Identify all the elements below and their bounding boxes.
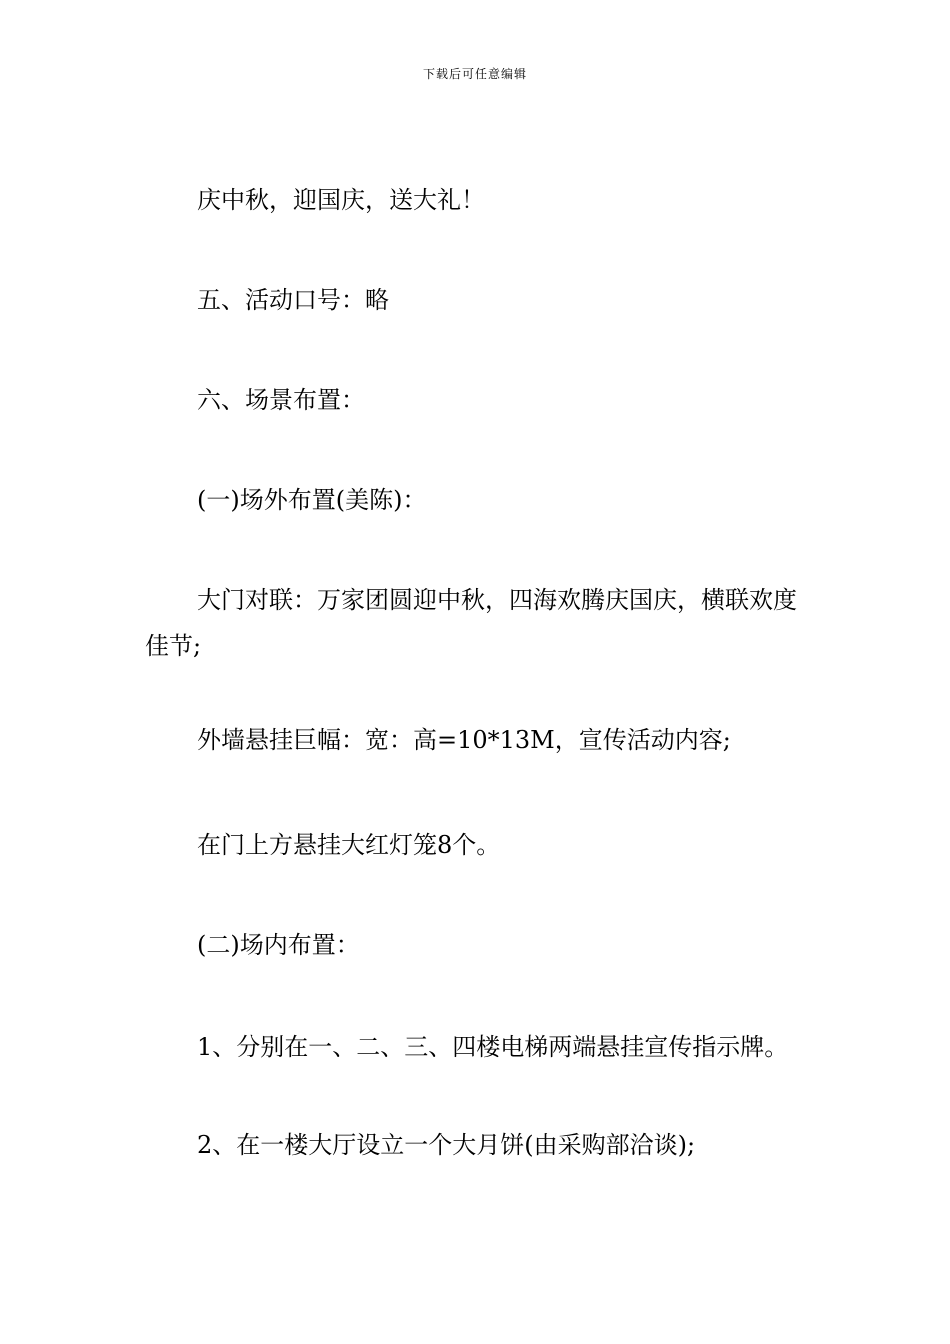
paragraph-banner: 外墙悬挂巨幅：宽：高=10*13M，宣传活动内容;: [197, 726, 731, 754]
paragraph-indoor-heading: (二)场内布置：: [197, 931, 360, 959]
paragraph-door-couplet: 大门对联：万家团圆迎中秋，四海欢腾庆国庆，横联欢度佳节;: [145, 586, 797, 660]
paragraph-slogan: 庆中秋，迎国庆，送大礼！: [197, 186, 485, 214]
paragraph-item-1: 1、分别在一、二、三、四楼电梯两端悬挂宣传指示牌。: [197, 1033, 789, 1061]
paragraph-item-2: 2、在一楼大厅设立一个大月饼(由采购部洽谈);: [197, 1131, 696, 1159]
paragraph-section-6: 六、场景布置：: [197, 386, 365, 414]
paragraph-lanterns: 在门上方悬挂大红灯笼8个。: [197, 831, 501, 859]
paragraph-section-5: 五、活动口号：略: [197, 286, 389, 314]
page-header: 下载后可任意编辑: [422, 67, 527, 81]
paragraph-outdoor-heading: (一)场外布置(美陈)：: [197, 486, 427, 514]
